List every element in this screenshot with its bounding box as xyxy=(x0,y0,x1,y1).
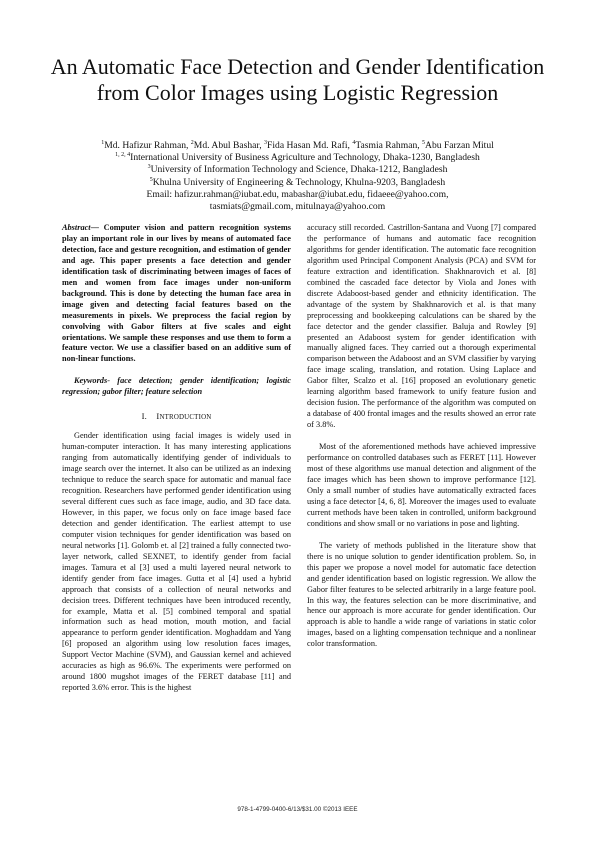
abstract-lead: Abstract xyxy=(62,223,91,232)
author-2-sup: 2 xyxy=(190,139,194,146)
author-4-name: Tasmia Rahman, xyxy=(355,140,423,151)
section-heading-rest: NTRODUCTION xyxy=(159,414,212,422)
author-2-name: Md. Abul Bashar, xyxy=(193,140,265,151)
intro-paragraph-3: The variety of methods published in the literature show that there is no unique solution to gender identification problem. So, in this paper we propose a novel model for automatic face detection and gender identification based on logistic regression. We allow the Gabor filter features to be selected arbitrarily in a large feature pool. In this way, the features selection can be more discriminative, and hence our approach is more accurate for gender identification. Our approach is able to handle a wide range of variations in static color images, based on a lighting compensation technique and a nonlinear color transformation. xyxy=(307,540,536,649)
intro-paragraph-2: Most of the aforementioned methods have achieved impressive performance on controlled databases such as FERET [11]. However most of these algorithms use manual detection and alignment of the face images which has been shown to improve performance [12]. Only a small number of studies have automatically extracted faces using a face detector [4, 6, 8]. Moreover the images used to evaluate current methods have been taken in controlled, uniform background conditions and show small or no variations in pose and lighting. xyxy=(307,442,536,528)
email-line-1: Email: hafizur.rahman@iubat.edu, mabashar@iubat.edu, fidaeee@yahoo.com, xyxy=(146,188,449,200)
affiliation-3-text: Khulna University of Engineering & Technology, Khulna-9203, Bangladesh xyxy=(152,176,446,188)
affiliation-3-sup: 5 xyxy=(149,176,153,183)
abstract-text: Computer vision and pattern recognition systems play an important role in our lives by means of automated face detection, face and gesture recognition, and estimation of gender and age. This paper presents a face detection and gender identification task of discriminating between images of faces of men and women from face images under non-uniform background. This is done by detecting the human face area in image given and detecting facial features based on the measurements in pixels. We preprocess the facial region by convolving with Gabor filters at five scales and eight orientations. We sample these responses and use them to form a feature vector. We use a classifier based on an additive sum of non-linear functions. xyxy=(62,223,291,364)
affiliation-1-text: International University of Business Agriculture and Technology, Dhaka-1230, Bangladesh xyxy=(130,152,480,164)
author-names xyxy=(20,140,575,152)
keywords: Keywords- face detection; gender identification; logistic regression; gabor filter; feature selection xyxy=(62,376,291,397)
section-heading-first: I xyxy=(156,411,160,422)
affiliation-1 xyxy=(20,152,575,164)
email-line-2: tasmiats@gmail.com, mitulnaya@yahoo.com xyxy=(209,201,386,213)
affiliation-2 xyxy=(20,164,575,176)
affiliation-2-sup: 3 xyxy=(147,164,151,171)
left-column xyxy=(62,223,291,694)
author-block xyxy=(20,140,575,213)
copyright-footer: 978-1-4799-0400-6/13/$31.00 ©2013 IEEE xyxy=(237,806,358,813)
abstract-dash: — xyxy=(90,223,104,232)
section-heading-introduction xyxy=(62,411,291,424)
author-3-sup: 3 xyxy=(264,139,268,146)
intro-paragraph-1: Gender identification using facial images is widely used in human-computer interaction. It has many interesting applications ranging from automatically identifying gender of individuals to image search over the internet. It also can be utilized as an indexing technique to reduce the search space for automatic and manual face recognition. Researchers have performed gender identification using several different cues such as face image, audio, and 3D face data. However, in this paper, we focus only on face image based face detection and gender identification. The earliest attempt to use computer vision techniques for gender identification was based on neural networks [1]. Golomb et. al [2] trained a fully connected two-layer network, called SEXNET, to identify gender from facial images. Tamura et al [3] used a multi layered neural network to identify gender from face images. Gutta et al [4] used a hybrid approach that consists of a collection of neural networks and decision trees. Different techniques have been introduced recently, for example, Matta et al. [5] combined temporal and spatial information such as head motion, mouth motion, and facial appearance to perform gender identification. Moghaddam and Yang [6] proposed an algorithm using low resolution faces images, Support Vector Machine (SVM), and Gaussian kernel and achieved accuracies as high as 96.6%. The experiments were performed on around 1800 mugshot images of the FERET database [11] and reported 3.6% error. This is the highest xyxy=(62,431,291,693)
author-3-name: Fida Hasan Md. Rafi, xyxy=(267,140,353,151)
author-5-sup: 5 xyxy=(422,139,426,146)
right-column xyxy=(307,223,536,650)
affiliation-2-text: University of Information Technology and Science, Dhaka-1212, Bangladesh xyxy=(150,164,448,176)
affiliation-3 xyxy=(20,177,575,189)
section-numeral: I. xyxy=(141,411,147,422)
author-1-name: Md. Hafizur Rahman, xyxy=(104,140,191,151)
author-4-sup: 4 xyxy=(352,139,356,146)
affiliation-1-sup: 1, 2, 4 xyxy=(115,152,131,159)
author-5-name: Abu Farzan Mitul xyxy=(425,140,494,151)
intro-paragraph-1-continued: accuracy still recorded. Castrillon-Santana and Vuong [7] compared the performance of humans and automatic face recognition algorithms for gender identification. The automatic face recognition algorithm used Principal Component Analysis (PCA) and SVM for feature extraction and identification. Shakhnarovich et al. [8] combined the cascaded face detector by Viola and Jones with discrete Adaboost-based gender and ethnicity identification. The advantage of the system by Shakhnarovich et al. is that many preprocessing and bookkeeping calculations can be shared by the face detector and the gender classifier. Baluja and Rowley [9] presented an Adaboost system for gender identification with manually aligned faces. They carried out a thorough experimental comparison between the Adaboost and an SVM classifier by varying face image scaling, translation, and rotation. Using Laplace and Gabor filter, Scalzo et al. [16] proposed an evolutionary genetic learning algorithm based framework to unify feature fusion and decision fusion. The performance of the algorithm was computed on a database of 400 frontal images and the results showed an error rate of 3.8%. xyxy=(307,223,536,430)
abstract xyxy=(62,223,291,365)
paper-title: An Automatic Face Detection and Gender Identification from Color Images using Logistic Regression xyxy=(50,54,545,105)
author-1-sup: 1 xyxy=(101,139,105,146)
